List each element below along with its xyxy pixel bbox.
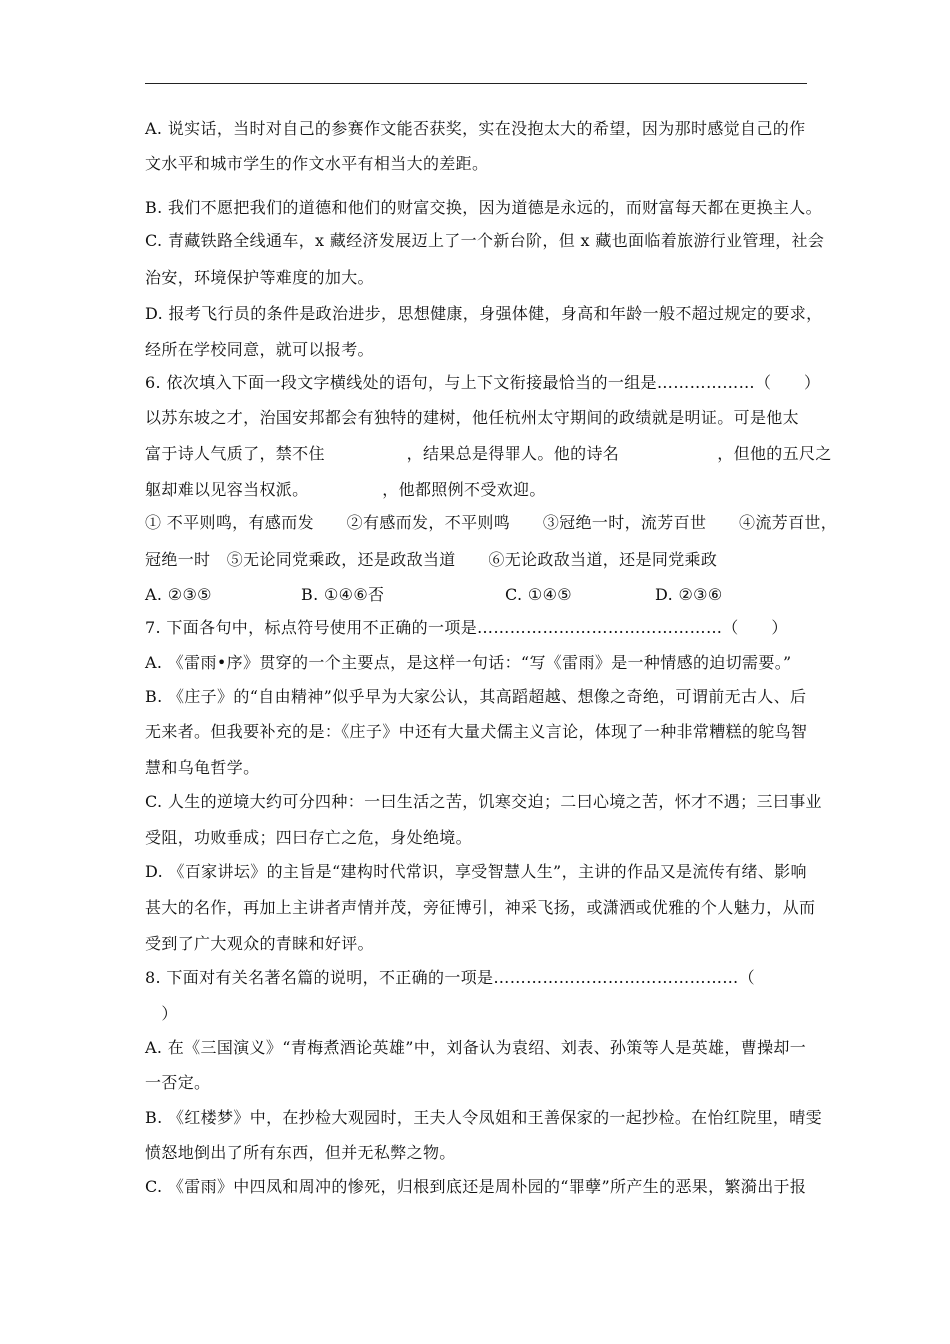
question-7-stem: 7. 下面各句中，标点符号使用不正确的一项是………………………………………（ ） [145, 618, 788, 637]
text-line: ① 不平则鸣，有感而发 ②有感而发，不平则鸣 ③冠绝一时，流芳百世 ④流芳百世， [145, 513, 838, 532]
text-line: 甚大的名作，再加上主讲者声情并茂，旁征博引，神采飞扬，或潇洒或优雅的个人魅力，从而 [145, 898, 816, 917]
text-line: 文水平和城市学生的作文水平有相当大的差距。 [145, 154, 489, 173]
text-line: ） [145, 1004, 178, 1023]
text-line: 富于诗人气质了，禁不住 ，结果总是得罪人。他的诗名 ，但他的五尺之 [145, 444, 832, 463]
text-line: D. 报考飞行员的条件是政治进步，思想健康，身强体健，身高和年龄一般不超过规定的要求， [145, 304, 823, 323]
text-line: 受阻，功败垂成；四曰存亡之危，身处绝境。 [145, 828, 473, 847]
text-line: 经所在学校同意，就可以报考。 [145, 340, 374, 359]
text-line: A. 说实话，当时对自己的参赛作文能否获奖，实在没抱太大的希望，因为那时感觉自己的作 [145, 119, 806, 138]
text-line: 慧和乌龟哲学。 [145, 758, 260, 777]
option-a: A. ②③⑤ [145, 585, 212, 604]
text-line: B. 《庄子》的“自由精神”似乎早为大家公认，其高蹈超越、想像之奇绝，可谓前无古人、后 [145, 687, 807, 706]
question-8-stem: 8. 下面对有关名著名篇的说明，不正确的一项是………………………………………（ [145, 968, 756, 987]
text-line: 愤怒地倒出了所有东西，但并无私弊之物。 [145, 1143, 456, 1162]
question-6-stem: 6. 依次填入下面一段文字横线处的语句，与上下文衔接最恰当的一组是………………（ ） [145, 373, 821, 392]
text-line: A. 在《三国演义》“青梅煮酒论英雄”中，刘备认为袁绍、刘表、孙策等人是英雄，曹操却一 [145, 1038, 807, 1057]
text-line: 躯却难以见容当权派。 ，他都照例不受欢迎。 [145, 480, 546, 499]
text-line: A. 《雷雨•序》贯穿的一个主要点，是这样一句话：“写《雷雨》是一种情感的迫切需要。” [145, 653, 792, 672]
text-line: 一否定。 [145, 1073, 211, 1092]
text-line: C. 《雷雨》中四凤和周冲的惨死，归根到底还是周朴园的“罪孽”所产生的恶果，繁漪出于报 [145, 1177, 807, 1196]
text-line: C. 人生的逆境大约可分四种：一曰生活之苦，饥寒交迫；二曰心境之苦，怀才不遇；三曰事业 [145, 792, 822, 811]
text-line: B. 《红楼梦》中，在抄检大观园时，王夫人令凤姐和王善保家的一起抄检。在怡红院里，晴雯 [145, 1108, 822, 1127]
text-line: 治安，环境保护等难度的加大。 [145, 268, 374, 287]
text-line: C. 青藏铁路全线通车，x 藏经济发展迈上了一个新台阶，但 x 藏也面临着旅游行业管理，社会 [145, 231, 825, 250]
text-line: 冠绝一时 ⑤无论同党乘政，还是政敌当道 ⑥无论政敌当道，还是同党乘政 [145, 550, 718, 569]
text-line: 以苏东坡之才，治国安邦都会有独特的建树，他任杭州太守期间的政绩就是明证。可是他太 [145, 408, 800, 427]
option-b: B. ①④⑥否 [301, 585, 385, 604]
text-line: B. 我们不愿把我们的道德和他们的财富交换，因为道德是永远的，而财富每天都在更换主人。 [145, 198, 822, 217]
header-rule [145, 83, 807, 84]
text-line: 无来者。但我要补充的是：《庄子》中还有大量犬儒主义言论，体现了一种非常糟糕的鸵鸟智 [145, 722, 808, 741]
option-c: C. ①④⑤ [505, 585, 572, 604]
text-line: 受到了广大观众的青睐和好评。 [145, 934, 374, 953]
option-d: D. ②③⑥ [655, 585, 723, 604]
text-line: D. 《百家讲坛》的主旨是“建构时代常识，享受智慧人生”，主讲的作品又是流传有绪、影响 [145, 862, 807, 881]
question-6-options [145, 584, 723, 606]
